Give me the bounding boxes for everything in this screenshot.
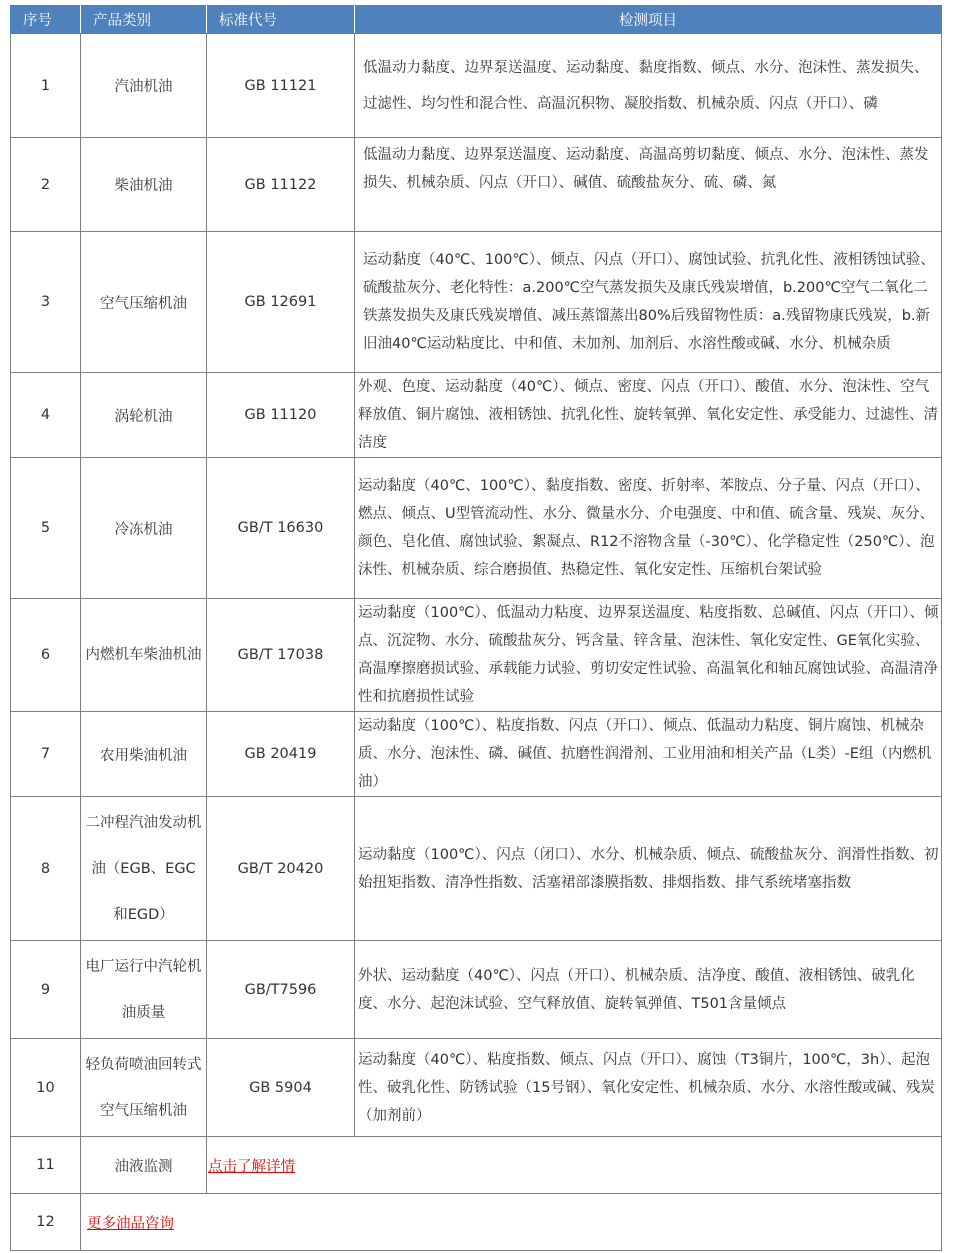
row-number: 8 xyxy=(11,797,81,941)
table-row xyxy=(11,941,942,1039)
table-row xyxy=(11,34,942,138)
row-category: 油液监测 xyxy=(81,1137,207,1194)
row-standard: GB/T 17038 xyxy=(207,599,355,712)
row-number: 7 xyxy=(11,712,81,797)
table-row xyxy=(11,599,942,712)
row-standard: GB/T 20420 xyxy=(207,797,355,941)
row-category: 冷冻机油 xyxy=(81,458,207,599)
row-items: 运动黏度（40℃）、粘度指数、倾点、闪点（开口）、腐蚀（T3铜片，100℃，3h）、起泡性、破乳化性、防锈试验（15号钢）、氧化安定性、机械杂质、水分、水溶性酸或碱、残炭（加剂前） xyxy=(355,1039,942,1137)
table-row xyxy=(11,232,942,373)
row-number: 1 xyxy=(11,34,81,138)
row-number: 11 xyxy=(11,1137,81,1194)
header-number: 序号 xyxy=(11,6,81,34)
row-category: 空气压缩机油 xyxy=(81,232,207,373)
row-standard: GB/T 16630 xyxy=(207,458,355,599)
table-header-row xyxy=(11,6,942,34)
table-row xyxy=(11,373,942,458)
table-row xyxy=(11,712,942,797)
row-category: 柴油机油 xyxy=(81,138,207,232)
row-items: 外观、色度、运动黏度（40℃）、倾点、密度、闪点（开口）、酸值、水分、泡沫性、空气释放值、铜片腐蚀、液相锈蚀、抗乳化性、旋转氧弹、氧化安定性、承受能力、过滤性、清洁度 xyxy=(355,373,942,458)
table-row xyxy=(11,1137,942,1194)
row-number: 9 xyxy=(11,941,81,1039)
header-items: 检测项目 xyxy=(355,6,942,34)
row-standard: GB 5904 xyxy=(207,1039,355,1137)
row-number: 12 xyxy=(11,1194,81,1251)
row-items: 运动黏度（40℃、100℃）、倾点、闪点（开口）、腐蚀试验、抗乳化性、液相锈蚀试验、硫酸盐灰分、老化特性：a.200℃空气蒸发损失及康氏残炭增值，b.200℃空气二氧化二铁蒸发损失及康氏残炭增值、减压蒸馏蒸出80%后残留物性质：a.残留物康氏残炭，b.新旧油40℃运动粘度比、中和值、未加剂、加剂后、水溶性酸或碱、水分、机械杂质 xyxy=(355,232,942,373)
table-row xyxy=(11,1194,942,1251)
row-standard: GB 11120 xyxy=(207,373,355,458)
row-items: 运动黏度（100℃）、低温动力粘度、边界泵送温度、粘度指数、总碱值、闪点（开口）、倾点、沉淀物、水分、硫酸盐灰分、钙含量、锌含量、泡沫性、氧化安定性、GE氧化实验、高温摩擦磨损试验、承载能力试验、剪切安定性试验、高温氧化和轴瓦腐蚀试验、高温清净性和抗磨损性试验 xyxy=(355,599,942,712)
row-category: 内燃机车柴油机油 xyxy=(81,599,207,712)
row-category: 电厂运行中汽轮机油质量 xyxy=(81,941,207,1039)
row-standard: GB 12691 xyxy=(207,232,355,373)
row-category: 汽油机油 xyxy=(81,34,207,138)
row-number: 4 xyxy=(11,373,81,458)
row-standard: GB 20419 xyxy=(207,712,355,797)
row-items: 低温动力黏度、边界泵送温度、运动黏度、高温高剪切黏度、倾点、水分、泡沫性、蒸发损失、机械杂质、闪点（开口）、碱值、硫酸盐灰分、硫、磷、氮 xyxy=(355,138,942,232)
row-standard: GB/T7596 xyxy=(207,941,355,1039)
row-number: 5 xyxy=(11,458,81,599)
row-standard: GB 11122 xyxy=(207,138,355,232)
more-products-cell xyxy=(81,1194,942,1251)
table-row xyxy=(11,138,942,232)
row-number: 3 xyxy=(11,232,81,373)
row-number: 2 xyxy=(11,138,81,232)
row-category: 二冲程汽油发动机油（EGB、EGC和EGD） xyxy=(81,797,207,941)
row-items: 外状、运动黏度（40℃）、闪点（开口）、机械杂质、洁净度、酸值、液相锈蚀、破乳化度、水分、起泡沫试验、空气释放值、旋转氧弹值、T501含量倾点 xyxy=(355,941,942,1039)
header-standard: 标准代号 xyxy=(207,6,355,34)
more-products-link[interactable]: 更多油品咨询 xyxy=(87,1215,174,1232)
row-category: 轻负荷喷油回转式空气压缩机油 xyxy=(81,1039,207,1137)
table-row xyxy=(11,797,942,941)
row-category: 农用柴油机油 xyxy=(81,712,207,797)
row-category: 涡轮机油 xyxy=(81,373,207,458)
row-standard: GB 11121 xyxy=(207,34,355,138)
details-link[interactable]: 点击了解详情 xyxy=(208,1158,295,1175)
row-items: 运动黏度（100℃）、闪点（闭口）、水分、机械杂质、倾点、硫酸盐灰分、润滑性指数、初始扭矩指数、清净性指数、活塞裙部漆膜指数、排烟指数、排气系统堵塞指数 xyxy=(355,797,942,941)
row-number: 6 xyxy=(11,599,81,712)
row-number: 10 xyxy=(11,1039,81,1137)
header-category: 产品类别 xyxy=(81,6,207,34)
row-items: 运动黏度（100℃）、粘度指数、闪点（开口）、倾点、低温动力粘度、铜片腐蚀、机械杂质、水分、泡沫性、磷、碱值、抗磨性润滑剂、工业用油和相关产品（L类）-E组（内燃机油） xyxy=(355,712,942,797)
table-row xyxy=(11,458,942,599)
row-items: 低温动力黏度、边界泵送温度、运动黏度、黏度指数、倾点、水分、泡沫性、蒸发损失、过滤性、均匀性和混合性、高温沉积物、凝胶指数、机械杂质、闪点（开口）、磷 xyxy=(355,34,942,138)
oil-testing-table xyxy=(10,5,942,1251)
details-link-cell xyxy=(207,1137,942,1194)
table-row xyxy=(11,1039,942,1137)
row-items: 运动黏度（40℃、100℃）、黏度指数、密度、折射率、苯胺点、分子量、闪点（开口）、燃点、倾点、U型管流动性、水分、微量水分、介电强度、中和值、硫含量、残炭、灰分、颜色、皂化值、腐蚀试验、絮凝点、R12不溶物含量（-30℃）、化学稳定性（250℃）、泡沫性、机械杂质、综合磨损值、热稳定性、氧化安定性、压缩机台架试验 xyxy=(355,458,942,599)
